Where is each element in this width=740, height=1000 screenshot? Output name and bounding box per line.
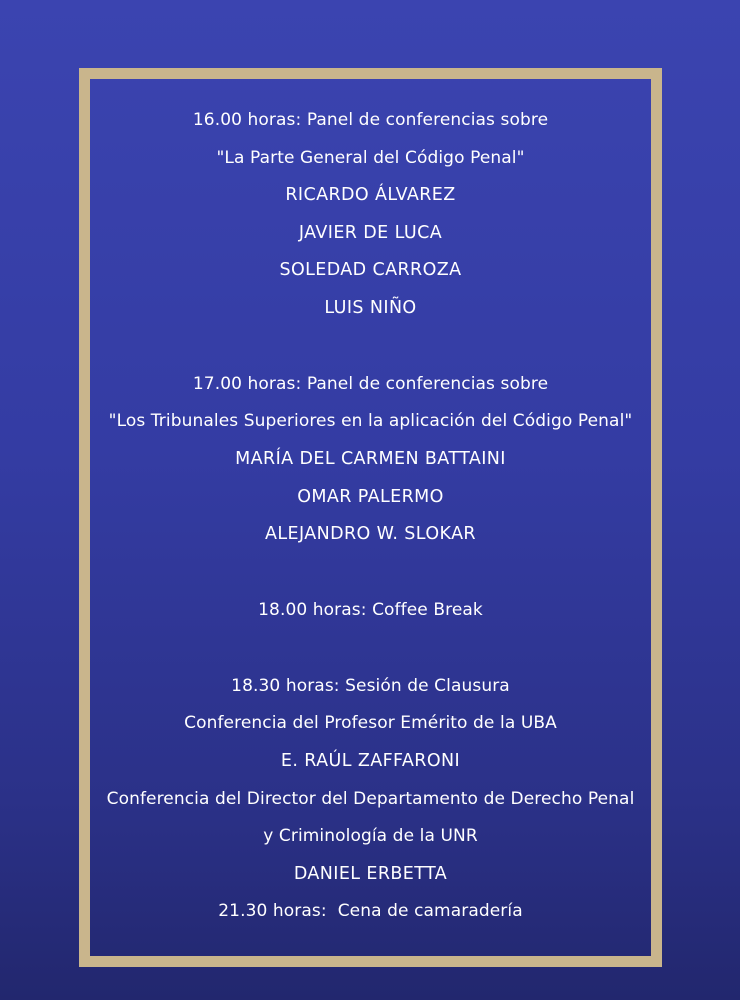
closing-speaker-1: E. RAÚL ZAFFARONI <box>280 751 461 771</box>
panel2-speaker: ALEJANDRO W. SLOKAR <box>265 524 476 544</box>
dinner: 21.30 horas: Cena de camaradería <box>218 901 523 921</box>
panel1-speaker: JAVIER DE LUCA <box>298 223 443 243</box>
closing-conference-2: Conferencia del Director del Departamento de Derecho Penal <box>106 789 635 809</box>
program-schedule <box>90 79 651 956</box>
panel1-speaker: SOLEDAD CARROZA <box>279 260 462 280</box>
panel2-speaker: OMAR PALERMO <box>297 487 444 507</box>
panel2-speaker: MARÍA DEL CARMEN BATTAINI <box>235 449 506 469</box>
closing-conference-2-cont: y Criminología de la UNR <box>263 826 478 846</box>
panel2-heading: 17.00 horas: Panel de conferencias sobre <box>192 374 549 394</box>
panel1-speaker: LUIS NIÑO <box>324 298 417 318</box>
panel2-topic: "Los Tribunales Superiores en la aplicación del Código Penal" <box>108 411 633 431</box>
panel1-heading: 16.00 horas: Panel de conferencias sobre <box>192 110 549 130</box>
panel1-topic: "La Parte General del Código Penal" <box>216 148 525 168</box>
coffee-break: 18.00 horas: Coffee Break <box>258 600 483 620</box>
closing-heading: 18.30 horas: Sesión de Clausura <box>231 676 510 696</box>
panel1-speaker: RICARDO ÁLVAREZ <box>285 185 456 205</box>
closing-conference-1: Conferencia del Profesor Emérito de la UBA <box>184 713 557 733</box>
closing-speaker-2: DANIEL ERBETTA <box>293 864 448 884</box>
